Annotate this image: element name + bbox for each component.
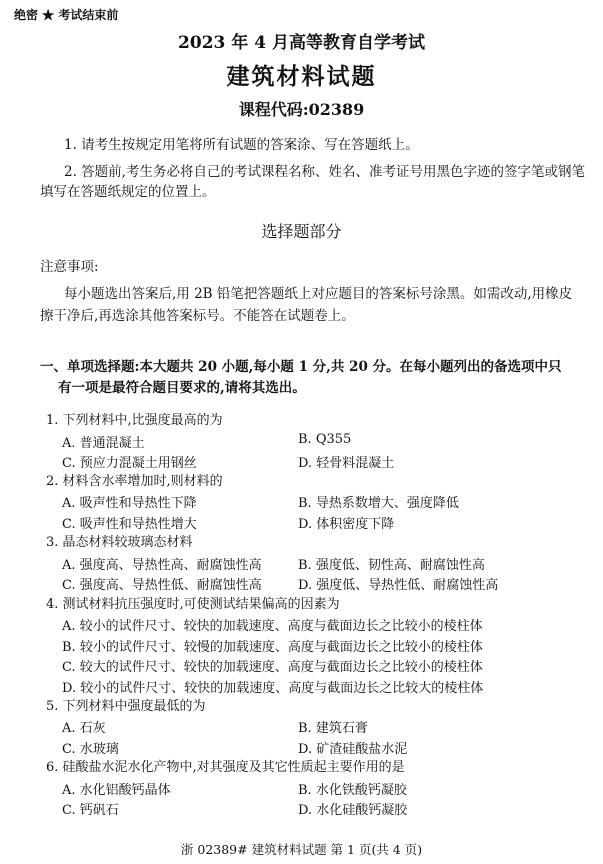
- course-code: 课程代码:02389: [238, 100, 365, 119]
- subject-title: 建筑材料试题: [226, 63, 377, 90]
- question-stem: 5. 下列材料中强度最低的为: [46, 699, 206, 714]
- question-stem: 4. 测试材料抗压强度时,可使测试结果偏高的因素为: [46, 597, 340, 612]
- option-c: C. 较大的试件尺寸、较快的加载速度、高度与截面边长之比较小的棱柱体: [62, 660, 483, 675]
- option-b: B. Q355: [298, 432, 352, 447]
- instruction-1: 1. 请考生按规定用笔将所有试题的答案涂、写在答题纸上。: [64, 137, 419, 153]
- exam-title: 2023 年 4 月高等教育自学考试: [178, 33, 425, 53]
- option-c: C. 吸声性和导热性增大: [62, 517, 197, 532]
- option-c: C. 强度高、导热性低、耐腐蚀性高: [62, 578, 262, 593]
- option-a: A. 水化铝酸钙晶体: [62, 783, 171, 798]
- instruction-2: 2. 答题前,考生务必将自己的考试课程名称、姓名、准考证号用黑色字迹的签字笔或钢笔: [64, 164, 585, 180]
- option-d: D. 体积密度下降: [298, 517, 395, 532]
- notice-label: 注意事项:: [40, 259, 99, 275]
- instruction-2-cont: 填写在答题纸规定的位置上。: [40, 184, 216, 200]
- option-a: A. 普通混凝土: [62, 436, 145, 451]
- option-c: C. 钙矾石: [62, 803, 119, 818]
- option-a: A. 石灰: [62, 721, 106, 736]
- option-d: D. 较小的试件尺寸、较快的加载速度、高度与截面边长之比较大的棱柱体: [62, 681, 484, 696]
- question-stem: 2. 材料含水率增加时,则材料的: [46, 474, 223, 489]
- section-title: 选择题部分: [261, 222, 342, 241]
- option-b: B. 导热系数增大、强度降低: [298, 496, 459, 511]
- notice-line-2: 擦干净后,再选涂其他答案标号。不能答在试题卷上。: [40, 308, 355, 324]
- option-b: B. 水化铁酸钙凝胶: [298, 783, 407, 798]
- option-d: D. 轻骨料混凝土: [298, 456, 395, 471]
- option-a: A. 强度高、导热性高、耐腐蚀性高: [62, 558, 262, 573]
- confidential-mark: 绝密 ★ 考试结束前: [14, 8, 119, 22]
- option-b: B. 强度低、韧性高、耐腐蚀性高: [298, 558, 485, 573]
- option-d: D. 强度低、导热性低、耐腐蚀性高: [298, 578, 499, 593]
- option-d: D. 水化硅酸钙凝胶: [298, 803, 408, 818]
- option-a: A. 较小的试件尺寸、较快的加载速度、高度与截面边长之比较小的棱柱体: [62, 619, 483, 634]
- option-b: B. 建筑石膏: [298, 721, 368, 736]
- page-footer: 浙 02389# 建筑材料试题 第 1 页(共 4 页): [180, 842, 423, 857]
- option-d: D. 矿渣硅酸盐水泥: [298, 742, 408, 757]
- option-a: A. 吸声性和导热性下降: [62, 496, 197, 511]
- option-c: C. 预应力混凝土用钢丝: [62, 456, 197, 471]
- notice-line-1: 每小题选出答案后,用 2B 铅笔把答题纸上对应题目的答案标号涂黑。如需改动,用橡皮: [64, 286, 573, 302]
- question-stem: 1. 下列材料中,比强度最高的为: [46, 413, 223, 428]
- option-c: C. 水玻璃: [62, 742, 119, 757]
- question-stem: 3. 晶态材料较玻璃态材料: [46, 535, 193, 550]
- question-stem: 6. 硅酸盐水泥水化产物中,对其强度及其它性质起主要作用的是: [46, 760, 405, 775]
- option-b: B. 较小的试件尺寸、较慢的加载速度、高度与截面边长之比较小的棱柱体: [62, 640, 483, 655]
- part-one-heading-2: 有一项是最符合题目要求的,请将其选出。: [58, 380, 306, 396]
- part-one-heading-1: 一、单项选择题:本大题共 20 小题,每小题 1 分,共 20 分。在每小题列出的备选项中只: [40, 359, 562, 375]
